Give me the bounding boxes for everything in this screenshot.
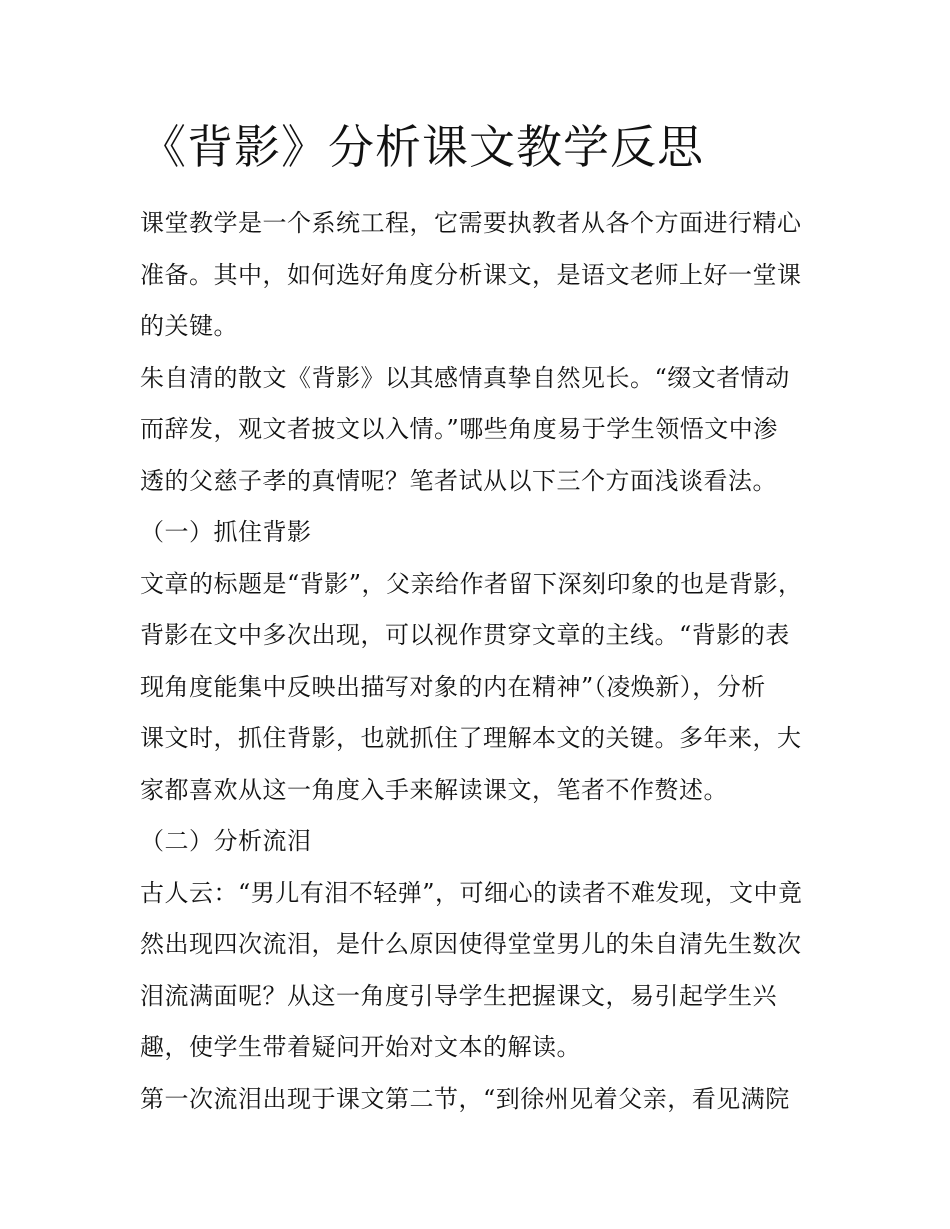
body-line: 现角度能集中反映出描写对象的内在精神”（凌焕新），分析: [140, 672, 766, 701]
body-line: 然出现四次流泪，是什么原因使得堂堂男儿的朱自清先生数次: [140, 930, 802, 958]
document-title: 《背影》分析课文教学反思: [140, 120, 704, 174]
body-line: 第一次流泪出现于课文第二节，“到徐州见着父亲，看见满院: [140, 1084, 790, 1113]
body-line: 课堂教学是一个系统工程，它需要执教者从各个方面进行精心: [140, 209, 802, 237]
section-heading: （二）分析流泪: [140, 827, 312, 855]
body-line: 家都喜欢从这一角度入手来解读课文，笔者不作赘述。: [140, 775, 728, 804]
body-line: 课文时，抓住背影，也就抓住了理解本文的关键。多年来，大: [140, 724, 802, 752]
body-line: 而辞发，观文者披文以入情。”哪些角度易于学生领悟文中渗: [140, 415, 778, 443]
body-line: 趣，使学生带着疑问开始对文本的解读。: [140, 1033, 581, 1061]
body-line: 透的父慈子孝的真情呢？笔者试从以下三个方面浅谈看法。: [140, 466, 777, 495]
body-line: 背影在文中多次出现，可以视作贯穿文章的主线。“背影的表: [140, 621, 790, 649]
body-line: 文章的标题是“背影”，父亲给作者留下深刻印象的也是背影，: [140, 569, 803, 598]
body-line: 古人云：“男儿有泪不轻弹”，可细心的读者不难发现，文中竟: [140, 878, 803, 907]
body-line: 泪流满面呢？从这一角度引导学生把握课文，易引起学生兴: [140, 981, 777, 1010]
document-body: [140, 198, 830, 1125]
body-line: 的关键。: [140, 312, 238, 340]
body-line: 朱自清的散文《背影》以其感情真挚自然见长。“缀文者情动: [140, 363, 790, 392]
section-heading: （一）抓住背影: [140, 518, 312, 546]
body-line: 准备。其中，如何选好角度分析课文，是语文老师上好一堂课: [140, 260, 802, 289]
